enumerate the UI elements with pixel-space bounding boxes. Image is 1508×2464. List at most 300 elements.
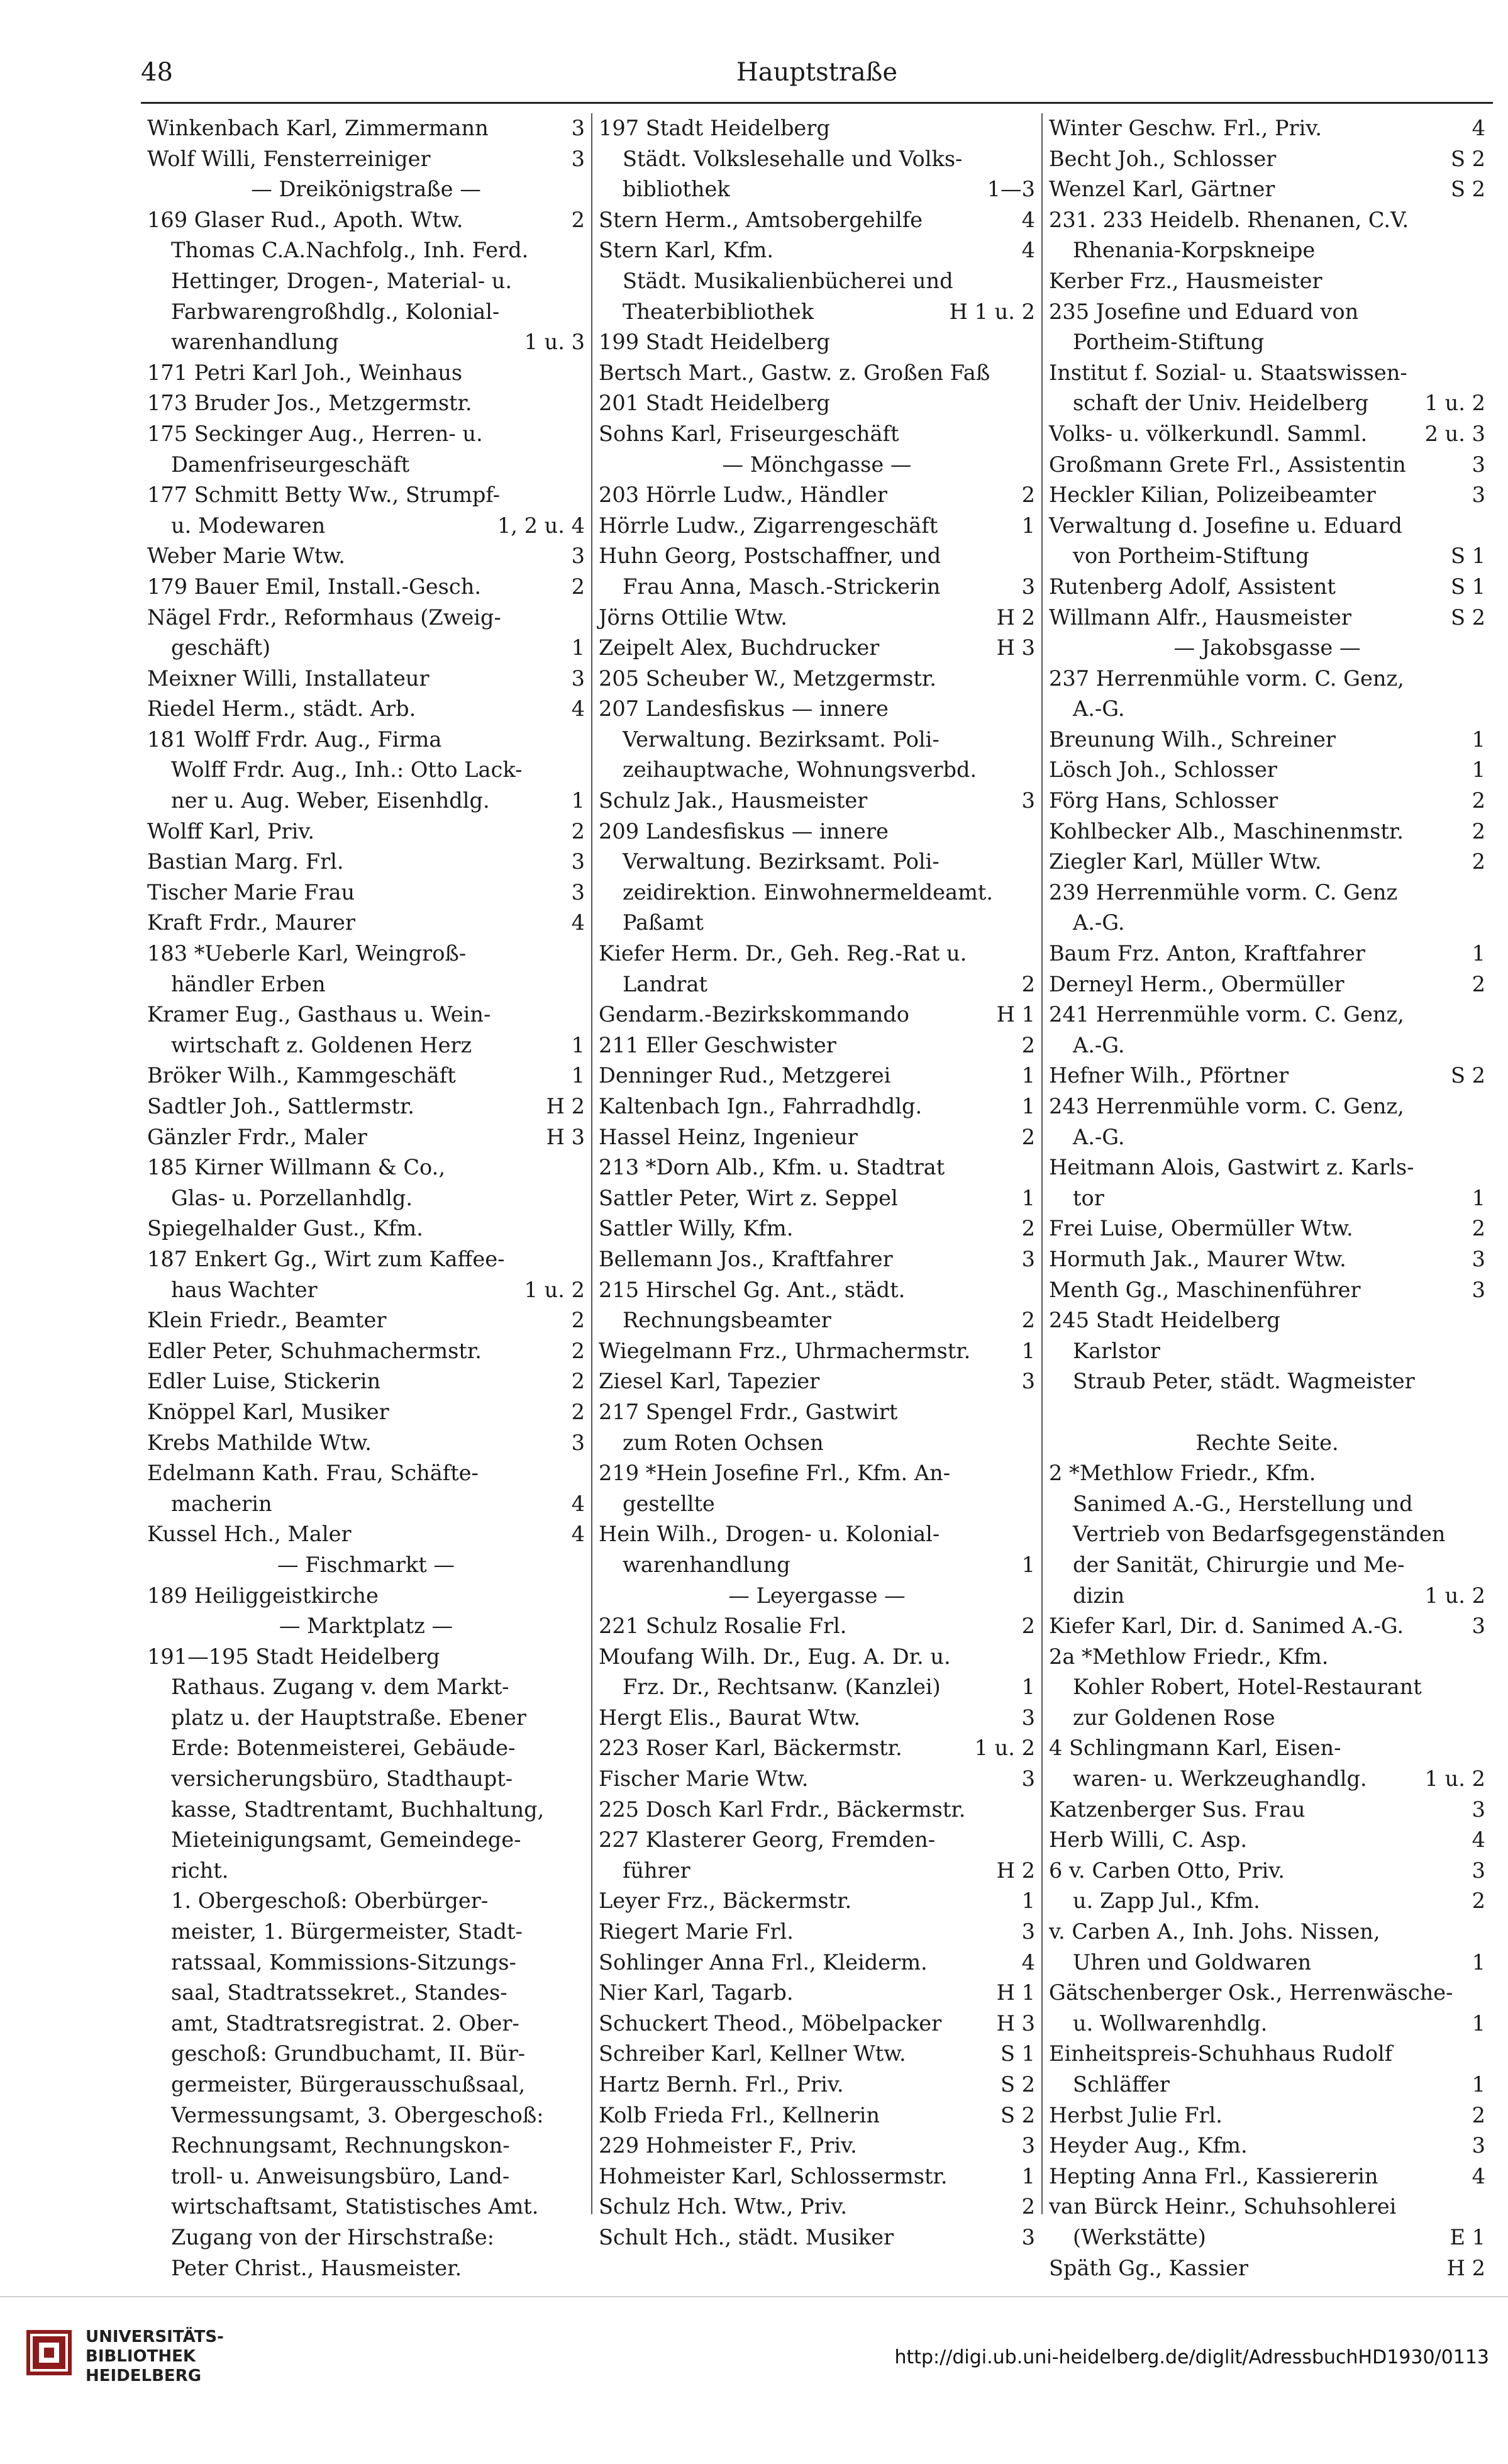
entry-text: 235 Josefine und Eduard von	[1049, 299, 1359, 324]
directory-entry	[147, 1978, 585, 2009]
entry-text: Rhenania-Korpskneipe	[1073, 238, 1316, 263]
entry-text: 2 *Methlow Friedr., Kfm.	[1049, 1461, 1316, 1486]
entry-text: Sattler Peter, Wirt z. Seppel	[599, 1185, 898, 1210]
directory-entry	[1049, 1152, 1485, 1183]
entry-text: versicherungsbüro, Stadthaupt-	[171, 1766, 513, 1792]
directory-entry	[599, 1978, 1035, 2009]
directory-entry	[147, 1275, 585, 1306]
entry-text: u. Wollwarenhdlg.	[1073, 2010, 1268, 2036]
directory-entry	[599, 1489, 1035, 1520]
entry-text: Verwaltung. Bezirksamt. Poli-	[623, 849, 940, 874]
entry-text: u. Modewaren	[171, 513, 326, 538]
entry-text: Kiefer Karl, Dir. d. Sanimed A.-G.	[1049, 1614, 1404, 1639]
entry-floor: S 2	[1000, 2072, 1035, 2097]
entry-text: Jörns Ottilie Wtw.	[599, 605, 787, 630]
directory-entry	[1049, 1275, 1485, 1306]
entry-text: meister, 1. Bürgermeister, Stadt-	[171, 1919, 523, 1944]
entry-floor: 1, 2 u. 4	[497, 513, 585, 538]
directory-entry	[147, 1152, 585, 1183]
directory-entry	[147, 1917, 585, 1948]
directory-entry	[599, 113, 1035, 144]
directory-entry	[599, 1672, 1035, 1703]
entry-text: Peter Christ., Hausmeister.	[171, 2255, 462, 2280]
entry-text: 205 Scheuber W., Metzgermstr.	[599, 666, 936, 691]
directory-entry	[599, 969, 1035, 1000]
entry-floor: 3	[571, 544, 585, 569]
directory-entry	[147, 1397, 585, 1428]
entry-text: Wolff Frdr. Aug., Inh.: Otto Lack-	[171, 757, 523, 783]
directory-entry	[1049, 1000, 1485, 1030]
entry-text: Rutenberg Adolf, Assistent	[1049, 574, 1336, 599]
entry-floor: 3	[1021, 2133, 1035, 2158]
directory-entry	[599, 1519, 1035, 1550]
directory-entry	[1049, 847, 1485, 878]
entry-text: Theaterbibliothek	[623, 299, 814, 324]
entry-text: Rechnungsbeamter	[623, 1308, 831, 1333]
directory-entry	[1049, 1917, 1485, 1948]
entry-text: wirtschaft z. Goldenen Herz	[171, 1032, 472, 1057]
entry-floor: 3	[1021, 1766, 1035, 1792]
entry-text: 243 Herrenmühle vorm. C. Genz,	[1049, 1094, 1404, 1118]
directory-entry	[599, 358, 1035, 389]
directory-entry	[147, 1703, 585, 1734]
directory-entry	[147, 1244, 585, 1275]
directory-entry	[147, 1795, 585, 1826]
entry-floor: 1	[1472, 941, 1485, 966]
entry-floor: 1	[571, 635, 585, 661]
entry-text: 209 Landesfiskus — innere	[599, 818, 889, 844]
directory-entry	[599, 1886, 1035, 1917]
directory-entry	[1049, 450, 1485, 481]
entry-floor: 3	[1021, 2224, 1035, 2249]
library-logo-text	[86, 2327, 224, 2386]
directory-entry	[599, 1856, 1035, 1887]
directory-entry	[147, 2161, 585, 2192]
directory-entry	[1049, 266, 1485, 297]
entry-text: Sadtler Joh., Sattlermstr.	[147, 1094, 414, 1118]
entry-text: Hepting Anna Frl., Kassiererin	[1049, 2163, 1378, 2188]
entry-text: von Portheim-Stiftung	[1073, 544, 1309, 569]
directory-entry	[599, 480, 1035, 511]
entry-text: 191—195 Stadt Heidelberg	[147, 1644, 440, 1669]
directory-entry	[1049, 480, 1485, 511]
entry-floor: S 2	[1450, 605, 1485, 630]
directory-entry	[1049, 1886, 1485, 1917]
directory-entry	[1049, 235, 1485, 266]
entry-text: Ziesel Karl, Tapezier	[599, 1369, 820, 1394]
entry-text: Großmann Grete Frl., Assistentin	[1049, 452, 1406, 477]
entry-text: haus Wachter	[171, 1277, 318, 1302]
section-heading	[147, 1611, 585, 1642]
directory-entry	[1049, 1672, 1485, 1703]
entry-text: 229 Hohmeister F., Priv.	[599, 2133, 857, 2158]
entry-text: A.-G.	[1073, 910, 1125, 935]
directory-entry	[1049, 1061, 1485, 1091]
directory-entry	[147, 786, 585, 817]
entry-text: Bertsch Mart., Gastw. z. Großen Faß	[599, 360, 990, 385]
page-header	[141, 58, 1493, 96]
directory-entry	[1049, 419, 1485, 450]
directory-entry	[1049, 939, 1485, 969]
entry-text: warenhandlung	[623, 1552, 790, 1577]
directory-entry	[147, 358, 585, 389]
entry-floor: 2	[1021, 1308, 1035, 1333]
entry-text: Frau Anna, Masch.-Strickerin	[623, 574, 941, 599]
entry-text: Glas- u. Porzellanhdlg.	[171, 1185, 413, 1210]
entry-text: Paßamt	[623, 910, 704, 935]
entry-floor: 2	[1021, 1614, 1035, 1639]
directory-entry	[599, 908, 1035, 939]
entry-text: 175 Seckinger Aug., Herren- u.	[147, 421, 483, 446]
directory-entry	[599, 419, 1035, 450]
directory-entry	[599, 266, 1035, 297]
entry-text: saal, Stadtratssekret., Standes-	[171, 1980, 507, 2005]
entry-floor: 2	[1472, 971, 1485, 996]
directory-entry	[1049, 541, 1485, 572]
directory-entry	[599, 297, 1035, 328]
entry-text: Kohlbecker Alb., Maschinenmstr.	[1049, 818, 1404, 844]
entry-text: Schult Hch., städt. Musiker	[599, 2224, 894, 2249]
entry-floor: 1	[1021, 1185, 1035, 1210]
entry-floor: H 1	[996, 1980, 1035, 2005]
entry-text: Frei Luise, Obermüller Wtw.	[1049, 1216, 1353, 1241]
directory-entry	[599, 603, 1035, 633]
entry-text: Herb Willi, C. Asp.	[1049, 1827, 1248, 1853]
entry-text: Kramer Eug., Gasthaus u. Wein-	[147, 1002, 491, 1027]
entry-text: troll- u. Anweisungsbüro, Land-	[171, 2163, 510, 2188]
entry-text: 211 Eller Geschwister	[599, 1032, 836, 1057]
directory-entry	[147, 603, 585, 633]
entry-text: — Dreikönigstraße —	[251, 177, 481, 202]
entry-floor: 4	[1472, 2163, 1485, 2188]
directory-entry	[147, 419, 585, 450]
entry-floor: H 1	[996, 1002, 1035, 1027]
entry-floor: 2	[571, 574, 585, 599]
entry-text: — Leyergasse —	[728, 1583, 906, 1608]
directory-entry	[1049, 1978, 1485, 2009]
entry-text: warenhandlung	[171, 330, 339, 355]
entry-text: ratssaal, Kommissions-Sitzungs-	[171, 1949, 516, 1975]
directory-entry	[1049, 694, 1485, 725]
entry-text: Einheitspreis-Schuhhaus Rudolf	[1049, 2041, 1393, 2066]
section-heading	[1049, 633, 1485, 664]
entry-floor: 1	[1021, 1675, 1035, 1700]
entry-floor: 2	[1472, 788, 1485, 813]
directory-entry	[147, 1428, 585, 1459]
library-seal-icon	[25, 2329, 73, 2377]
entry-text: platz u. der Hauptstraße. Ebener	[171, 1705, 526, 1730]
column-middle	[591, 113, 1041, 2249]
entry-floor: 1—3	[987, 177, 1035, 202]
entry-text: Wenzel Karl, Gärtner	[1049, 177, 1275, 202]
entry-text: tor	[1073, 1185, 1104, 1210]
directory-entry	[599, 511, 1035, 542]
directory-entry	[1049, 327, 1485, 358]
directory-entry	[599, 1611, 1035, 1642]
directory-entry	[599, 1000, 1035, 1030]
directory-entry	[599, 1366, 1035, 1397]
entry-floor: 3	[1472, 1614, 1485, 1639]
source-url-link[interactable]: http://digi.ub.uni-heidelberg.de/diglit/AdressbuchHD1930/0113	[894, 2346, 1489, 2368]
directory-entry	[599, 1213, 1035, 1244]
directory-entry	[147, 1366, 585, 1397]
directory-entry	[1049, 2039, 1485, 2070]
entry-floor: H 3	[996, 2010, 1035, 2036]
entry-floor: S 1	[1450, 574, 1485, 599]
entry-floor: 2	[1472, 1888, 1485, 1914]
entry-text: u. Zapp Jul., Kfm.	[1073, 1888, 1260, 1914]
entry-floor: 2	[1021, 1216, 1035, 1241]
directory-entry	[1049, 1030, 1485, 1061]
directory-entry	[147, 2009, 585, 2039]
directory-entry	[147, 327, 585, 358]
logo-line: UNIVERSITÄTS-	[86, 2327, 224, 2346]
entry-text: Winkenbach Karl, Zimmermann	[147, 116, 489, 140]
entry-text: Städt. Volkslesehalle und Volks-	[623, 146, 963, 171]
entry-floor: 1	[1472, 757, 1485, 783]
directory-entry	[599, 2009, 1035, 2039]
entry-text: Landrat	[623, 971, 708, 996]
entry-floor: 3	[1472, 482, 1485, 508]
entry-floor: 1	[571, 788, 585, 813]
directory-entry	[147, 2039, 585, 2070]
entry-text: Lösch Joh., Schlosser	[1049, 757, 1277, 783]
entry-text: 213 *Dorn Alb., Kfm. u. Stadtrat	[599, 1155, 945, 1180]
entry-floor: 1	[1021, 513, 1035, 538]
entry-floor: 3	[571, 1430, 585, 1455]
entry-text: 237 Herrenmühle vorm. C. Genz,	[1049, 666, 1404, 691]
entry-floor: 4	[1021, 1949, 1035, 1975]
directory-entry	[147, 541, 585, 572]
entry-text: 227 Klasterer Georg, Fremden-	[599, 1827, 936, 1853]
section-heading	[147, 1550, 585, 1581]
directory-entry	[147, 205, 585, 236]
entry-floor: 4	[571, 1491, 585, 1516]
directory-entry	[1049, 2253, 1485, 2284]
directory-entry	[1049, 1244, 1485, 1275]
directory-entry	[147, 664, 585, 694]
directory-entry	[599, 1550, 1035, 1581]
entry-text: Hohmeister Karl, Schlossermstr.	[599, 2163, 948, 2188]
directory-entry	[147, 1183, 585, 1214]
entry-text: Sohns Karl, Friseurgeschäft	[599, 421, 899, 446]
entry-floor: H 2	[996, 1858, 1035, 1883]
entry-text: Wolff Karl, Priv.	[147, 818, 314, 844]
entry-floor: 3	[1472, 1858, 1485, 1883]
entry-text: Karlstor	[1073, 1338, 1160, 1363]
entry-text: Riegert Marie Frl.	[599, 1919, 794, 1944]
directory-entry	[147, 1886, 585, 1917]
footer-rule	[0, 2296, 1508, 2297]
entry-text: 4 Schlingmann Karl, Eisen-	[1049, 1736, 1341, 1761]
directory-entry	[1049, 2222, 1485, 2253]
entry-text: Rathaus. Zugang v. dem Markt-	[171, 1675, 509, 1700]
entry-text: Förg Hans, Schlosser	[1049, 788, 1278, 813]
entry-text: 171 Petri Karl Joh., Weinhaus	[147, 360, 463, 385]
entry-text: Bellemann Jos., Kraftfahrer	[599, 1246, 893, 1271]
entry-text: zeihauptwache, Wohnungsverbd.	[623, 757, 977, 783]
entry-text: Krebs Mathilde Wtw.	[147, 1430, 372, 1455]
entry-text: Rechte Seite.	[1195, 1430, 1339, 1455]
entry-text: Denninger Rud., Metzgerei	[599, 1063, 891, 1088]
directory-entry	[1049, 1122, 1485, 1153]
entry-text: Moufang Wilh. Dr., Eug. A. Dr. u.	[599, 1644, 951, 1669]
entry-text: Zugang von der Hirschstraße:	[171, 2224, 494, 2249]
directory-entry	[1049, 725, 1485, 755]
entry-floor: 3	[1021, 1705, 1035, 1730]
directory-entry	[599, 572, 1035, 603]
directory-entry	[147, 1305, 585, 1336]
entry-floor: 1	[571, 1032, 585, 1057]
entry-text: Mieteinigungsamt, Gemeindege-	[171, 1827, 521, 1853]
entry-floor: 1 u. 2	[1424, 391, 1485, 416]
directory-entry	[1049, 144, 1485, 175]
entry-text: Späth Gg., Kassier	[1049, 2255, 1248, 2280]
entry-floor: 1	[1021, 1888, 1035, 1914]
entry-text: Thomas C.A.Nachfolg., Inh. Ferd.	[171, 238, 529, 263]
entry-text: Knöppel Karl, Musiker	[147, 1399, 389, 1424]
entry-text: Schläffer	[1073, 2072, 1170, 2097]
entry-floor: 4	[571, 696, 585, 722]
directory-entry	[599, 2192, 1035, 2222]
entry-text: 219 *Hein Josefine Frl., Kfm. An-	[599, 1461, 951, 1486]
entry-text: 6 v. Carben Otto, Priv.	[1049, 1858, 1285, 1883]
directory-entry	[1049, 358, 1485, 389]
entry-floor: 3	[571, 849, 585, 874]
directory-entry	[599, 1397, 1035, 1428]
entry-text: 169 Glaser Rud., Apoth. Wtw.	[147, 207, 463, 232]
entry-text: 179 Bauer Emil, Install.-Gesch.	[147, 574, 482, 599]
entry-text: Nier Karl, Tagarb.	[599, 1980, 794, 2005]
entry-text: Volks- u. völkerkundl. Samml.	[1049, 421, 1368, 446]
directory-entry	[1049, 511, 1485, 542]
directory-entry	[147, 1764, 585, 1795]
entry-floor: 3	[1472, 452, 1485, 477]
entry-text: Gänzler Frdr., Maler	[147, 1124, 367, 1149]
entry-floor: 2	[571, 1308, 585, 1333]
entry-text: Hergt Elis., Baurat Wtw.	[599, 1705, 861, 1730]
entry-text: (Werkstätte)	[1073, 2224, 1206, 2249]
entry-text: 173 Bruder Jos., Metzgermstr.	[147, 391, 472, 416]
directory-entry	[599, 144, 1035, 175]
entry-text: — Jakobsgasse —	[1173, 635, 1361, 661]
entry-text: geschoß: Grundbuchamt, II. Bür-	[171, 2041, 526, 2066]
directory-entry	[599, 1183, 1035, 1214]
entry-text: Edler Luise, Stickerin	[147, 1369, 381, 1394]
entry-text: Fischer Marie Wtw.	[599, 1766, 809, 1792]
directory-entry	[147, 572, 585, 603]
directory-entry	[599, 541, 1035, 572]
directory-entry	[147, 1642, 585, 1673]
entry-floor: H 3	[996, 635, 1035, 661]
directory-entry	[599, 2039, 1035, 2070]
entry-text: Kussel Hch., Maler	[147, 1522, 352, 1547]
entry-text: Heyder Aug., Kfm.	[1049, 2133, 1248, 2158]
section-heading	[599, 1581, 1035, 1612]
directory-entry	[599, 1428, 1035, 1459]
directory-entry	[599, 786, 1035, 817]
entry-text: Bröker Wilh., Kammgeschäft	[147, 1063, 456, 1088]
entry-text: Damenfriseurgeschäft	[171, 452, 410, 477]
entry-text: 189 Heiliggeistkirche	[147, 1583, 379, 1608]
directory-entry	[147, 1336, 585, 1367]
entry-floor: 2	[1472, 1216, 1485, 1241]
entry-text: Kolb Frieda Frl., Kellnerin	[599, 2102, 880, 2127]
entry-floor: 2	[1021, 2194, 1035, 2219]
entry-text: zur Goldenen Rose	[1073, 1705, 1275, 1730]
entry-text: Hassel Heinz, Ingenieur	[599, 1124, 858, 1149]
entry-text: A.-G.	[1073, 1032, 1125, 1057]
entry-text: ner u. Aug. Weber, Eisenhdlg.	[171, 788, 490, 813]
entry-text: bibliothek	[623, 177, 730, 202]
directory-entry	[147, 725, 585, 755]
directory-entry	[599, 878, 1035, 908]
entry-floor: 3	[1021, 1246, 1035, 1271]
entry-text: Erde: Botenmeisterei, Gebäude-	[171, 1736, 516, 1761]
entry-text: Edelmann Kath. Frau, Schäfte-	[147, 1461, 479, 1486]
directory-entry	[599, 1458, 1035, 1489]
entry-floor: 1 u. 3	[524, 330, 585, 355]
entry-text: Farbwarengroßhdlg., Kolonial-	[171, 299, 500, 324]
entry-floor: 3	[1021, 1919, 1035, 1944]
entry-text: 1. Obergeschoß: Oberbürger-	[171, 1888, 489, 1914]
entry-floor: 2	[1472, 2102, 1485, 2127]
entry-text: Straub Peter, städt. Wagmeister	[1073, 1369, 1415, 1394]
directory-entry	[1049, 572, 1485, 603]
entry-text: 231. 233 Heidelb. Rhenanen, C.V.	[1049, 207, 1409, 232]
entry-floor: 4	[571, 910, 585, 935]
directory-entry	[1049, 1458, 1485, 1489]
entry-text: Klein Friedr., Beamter	[147, 1308, 387, 1333]
directory-entry	[1049, 1764, 1485, 1795]
column-left	[141, 113, 591, 2280]
entry-text: Schuckert Theod., Möbelpacker	[599, 2010, 942, 2036]
entry-text: A.-G.	[1073, 696, 1125, 722]
entry-floor: 3	[1472, 1277, 1485, 1302]
directory-entry	[599, 1061, 1035, 1091]
entry-floor: 2	[1021, 1124, 1035, 1149]
directory-entry	[599, 1275, 1035, 1306]
entry-text: Hormuth Jak., Maurer Wtw.	[1049, 1246, 1346, 1271]
directory-entry	[147, 297, 585, 328]
entry-text: 181 Wolff Frdr. Aug., Firma	[147, 727, 442, 752]
directory-entry	[1049, 1581, 1485, 1612]
entry-text: zum Roten Ochsen	[623, 1430, 824, 1455]
entry-text: führer	[623, 1858, 690, 1883]
entry-floor: 3	[1472, 2133, 1485, 2158]
library-logo	[25, 2321, 277, 2390]
directory-entry	[147, 388, 585, 419]
directory-entry	[599, 755, 1035, 786]
entry-text: Kaltenbach Ign., Fahrradhdlg.	[599, 1094, 923, 1118]
entry-floor: 2	[1472, 849, 1485, 874]
directory-entry	[1049, 1519, 1485, 1550]
entry-text: Hettinger, Drogen-, Material- u.	[171, 268, 513, 293]
directory-entry	[147, 1733, 585, 1764]
directory-entry	[147, 2192, 585, 2222]
entry-text: Menth Gg., Maschinenführer	[1049, 1277, 1361, 1302]
directory-entry	[599, 1733, 1035, 1764]
entry-text: 239 Herrenmühle vorm. C. Genz	[1049, 879, 1398, 905]
entry-floor: 3	[1472, 1797, 1485, 1822]
directory-entry	[599, 1030, 1035, 1061]
entry-text: van Bürck Heinr., Schuhsohlerei	[1049, 2194, 1397, 2219]
directory-entry	[1049, 1336, 1485, 1367]
entry-text: Hartz Bernh. Frl., Priv.	[599, 2072, 844, 2097]
entry-floor: 4	[1472, 1827, 1485, 1853]
entry-floor: 1	[1021, 1338, 1035, 1363]
directory-entry	[1049, 388, 1485, 419]
